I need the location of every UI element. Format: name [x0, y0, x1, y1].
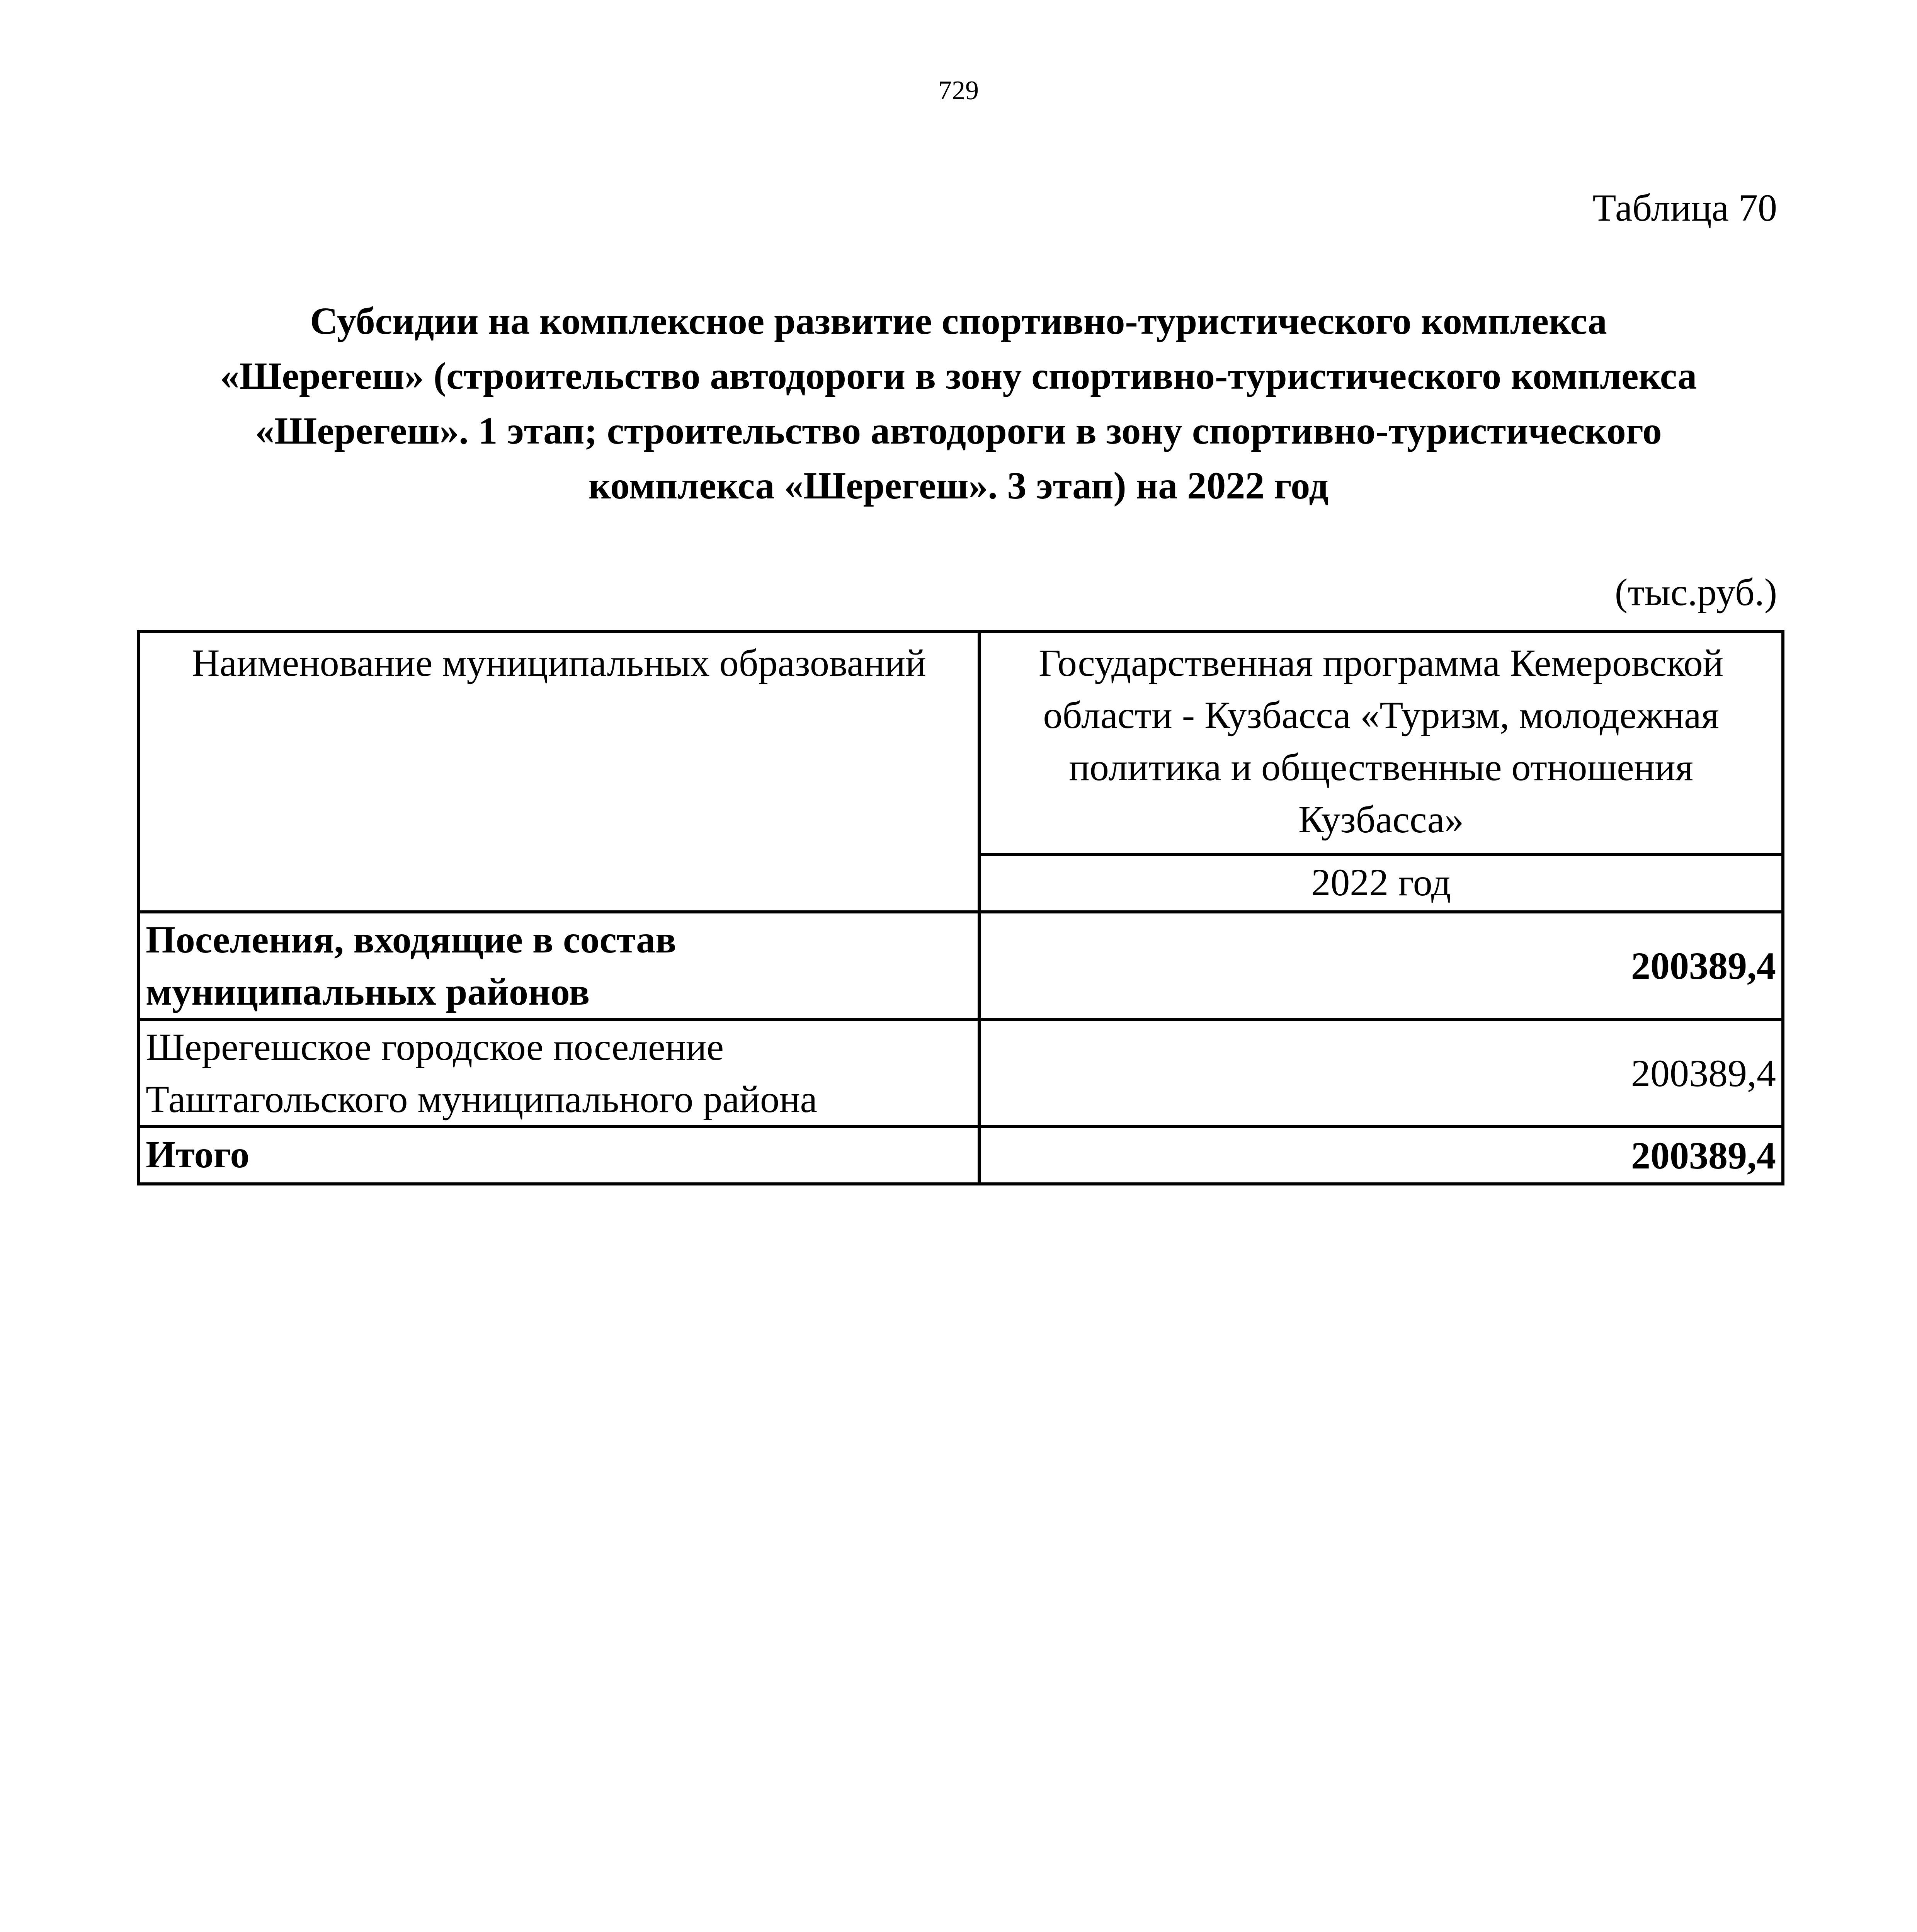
page-number: 729 — [938, 76, 979, 105]
header-row — [139, 631, 1783, 855]
row-value: 200389,4 — [979, 1019, 1783, 1127]
title-line: Субсидии на комплексное развитие спортивно-туристического комплекса — [310, 299, 1607, 342]
row-name: Шерегешское городское поселение Таштагольского муниципального района — [139, 1019, 979, 1127]
table-row — [139, 1019, 1783, 1127]
total-label: Итого — [139, 1127, 979, 1184]
row-value: 200389,4 — [979, 912, 1783, 1019]
units-label: (тыс.руб.) — [1614, 571, 1777, 614]
table-label: Таблица 70 — [1592, 186, 1777, 229]
subsidy-table — [137, 630, 1784, 1185]
title-line: «Шерегеш» (строительство автодороги в зону спортивно-туристического комплекса — [220, 354, 1697, 397]
header-state-program: Государственная программа Кемеровской области - Кузбасса «Туризм, молодежная политика и общественные отношения Кузбасса» — [979, 631, 1783, 855]
header-municipality-name: Наименование муниципальных образований — [139, 631, 979, 912]
row-name: Поселения, входящие в состав муниципальных районов — [139, 912, 979, 1019]
table-row — [139, 912, 1783, 1019]
document-title — [116, 294, 1801, 513]
header-year: 2022 год — [979, 855, 1783, 912]
total-value: 200389,4 — [979, 1127, 1783, 1184]
title-line: комплекса «Шерегеш». 3 этап) на 2022 год — [589, 464, 1328, 507]
title-line: «Шерегеш». 1 этап; строительство автодороги в зону спортивно-туристического — [255, 409, 1662, 452]
total-row — [139, 1127, 1783, 1184]
